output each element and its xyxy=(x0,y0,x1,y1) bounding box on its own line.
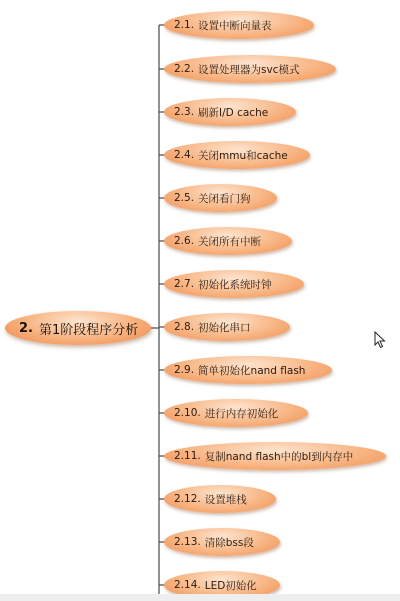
topic-number: 2.4. xyxy=(174,149,195,161)
topic-2-2[interactable] xyxy=(164,55,336,83)
topic-2-7[interactable] xyxy=(164,270,304,298)
topic-label: 清除bss段 xyxy=(204,536,254,549)
topic-2-1[interactable] xyxy=(164,11,314,39)
topic-number: 2.2. xyxy=(174,63,195,75)
topic-number: 2.1. xyxy=(174,19,195,31)
topic-number: 2.6. xyxy=(174,235,195,247)
topic-2-12[interactable] xyxy=(164,485,276,513)
topic-label: 关闭mmu和cache xyxy=(198,149,288,162)
topic-2-9[interactable] xyxy=(164,356,332,384)
topic-number: 2.9. xyxy=(174,364,195,376)
topic-label: 设置处理器为svc模式 xyxy=(198,63,300,76)
topic-2-11[interactable] xyxy=(164,442,386,470)
bottom-scrollbar[interactable] xyxy=(0,594,400,601)
topic-label: 设置中断向量表 xyxy=(198,19,272,32)
topic-2-8[interactable] xyxy=(164,313,290,341)
topic-number: 2.3. xyxy=(174,106,195,118)
topic-label: 初始化串口 xyxy=(198,321,251,334)
topic-label: 进行内存初始化 xyxy=(204,407,279,420)
topic-number: 2.8. xyxy=(174,321,195,333)
topic-number: 2.14. xyxy=(174,579,201,591)
topic-label: 复制nand flash中的bl到内存中 xyxy=(204,450,354,463)
topic-number: 2.11. xyxy=(174,450,201,462)
mouse-pointer-icon xyxy=(374,331,386,349)
root-topic-number: 2. xyxy=(19,320,33,336)
topic-2-5[interactable] xyxy=(164,184,277,212)
root-topic-label: 第1阶段程序分析 xyxy=(38,322,139,338)
topic-number: 2.5. xyxy=(174,192,195,204)
topic-label: 关闭所有中断 xyxy=(198,235,262,248)
root-topic[interactable] xyxy=(5,311,151,345)
topic-number: 2.10. xyxy=(174,407,201,419)
topic-label: 关闭看门狗 xyxy=(198,192,251,205)
topic-label: LED初始化 xyxy=(204,579,257,592)
topic-label: 设置堆栈 xyxy=(204,493,247,506)
topic-2-6[interactable] xyxy=(164,227,292,255)
topic-number: 2.7. xyxy=(174,278,195,290)
topic-number: 2.12. xyxy=(174,493,201,505)
topic-2-10[interactable] xyxy=(164,399,308,427)
topic-number: 2.13. xyxy=(174,536,201,548)
topic-label: 初始化系统时钟 xyxy=(198,278,272,291)
topic-2-13[interactable] xyxy=(164,528,280,556)
topic-2-3[interactable] xyxy=(164,98,296,126)
topic-2-4[interactable] xyxy=(164,141,310,169)
topic-label: 简单初始化nand flash xyxy=(198,364,306,377)
topic-label: 刷新I/D cache xyxy=(198,106,269,119)
